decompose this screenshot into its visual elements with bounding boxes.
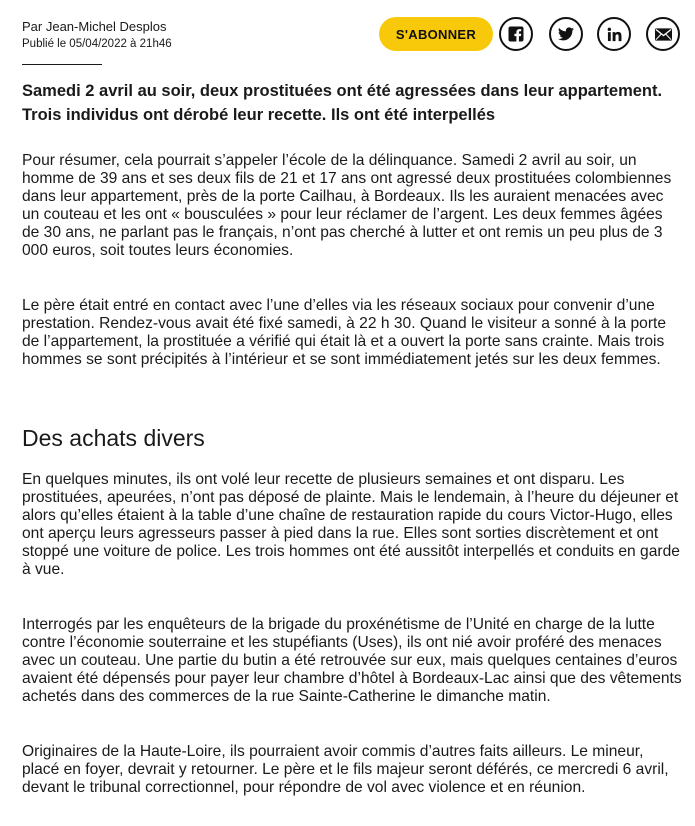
header-divider bbox=[22, 64, 102, 65]
author-byline[interactable]: Par Jean-Michel Desplos bbox=[22, 19, 167, 34]
article-paragraph: En quelques minutes, ils ont volé leur recette de plusieurs semaines et ont disparu. Les prostituées, apeurées, n’ont pas déposé de plainte. Mais le lendemain, à l’heure du déjeuner et alors qu’elles étaient à la table d’une chaîne de restauration rapide du cours Victor-Hugo, elles ont aperçu leurs agresseurs passer à pied dans la rue. Elles sont sorties discrètement et ont stoppé une voiture de police. Les trois hommes ont été aussitôt interpellés et conduits en garde à vue. bbox=[22, 471, 680, 579]
subscribe-button[interactable]: S'ABONNER bbox=[379, 17, 493, 51]
twitter-icon bbox=[558, 27, 574, 41]
share-linkedin-button[interactable] bbox=[597, 17, 631, 51]
article-lead: Samedi 2 avril au soir, deux prostituées ont été agressées dans leur appartement. Trois individus ont dérobé leur recette. Ils ont été interpellés bbox=[22, 82, 663, 124]
article-paragraph: Originaires de la Haute-Loire, ils pourraient avoir commis d’autres faits ailleurs. Le mineur, placé en foyer, devrait y retourner. Le père et le fils majeur seront déférés, ce mercredi 6 avril, devant le tribunal correctionnel, pour répondre de vol avec violence et en réunion. bbox=[22, 743, 669, 797]
article-paragraph: Pour résumer, cela pourrait s’appeler l’école de la délinquance. Samedi 2 avril au soir, un homme de 39 ans et ses deux fils de 21 et 17 ans ont agressé deux prostituées colombiennes dans leur appartement, près de la porte Cailhau, à Bordeaux. Ils les auraient menacées avec un couteau et les ont « bousculées » pour leur réclamer de l’argent. Les deux femmes âgées de 30 ans, ne parlant pas le français, n’ont pas cherché à lutter et ont remis un peu plus de 3 000 euros, soit toutes leurs économies. bbox=[22, 152, 672, 260]
facebook-icon bbox=[508, 26, 524, 42]
publish-date: Publié le 05/04/2022 à 21h46 bbox=[22, 38, 172, 50]
article-header bbox=[22, 17, 682, 61]
share-twitter-button[interactable] bbox=[549, 17, 583, 51]
share-facebook-button[interactable] bbox=[499, 17, 533, 51]
share-mail-button[interactable] bbox=[646, 17, 680, 51]
section-heading: Des achats divers bbox=[22, 425, 205, 451]
mail-icon bbox=[655, 28, 672, 41]
linkedin-icon bbox=[607, 27, 622, 42]
article-paragraph: Interrogés par les enquêteurs de la brigade du proxénétisme de l’Unité en charge de la lutte contre l’économie souterraine et les stupéfiants (Uses), ils ont nié avoir proféré des menaces avec un couteau. Une partie du butin a été retrouvée sur eux, mais quelques centaines d’euros avaient été dépensés pour payer leur chambre d’hôtel à Bordeaux-Lac ainsi que des vêtements achetés dans des commerces de la rue Sainte-Catherine le dimanche matin. bbox=[22, 616, 682, 706]
article-paragraph: Le père était entré en contact avec l’une d’elles via les réseaux sociaux pour convenir d’une prestation. Rendez-vous avait été fixé samedi, à 22 h 30. Quand le visiteur a sonné à la porte de l’appartement, la prostituée a vérifié qui était là et a ouvert la porte sans crainte. Mais trois hommes se sont précipités à l’intérieur et se sont immédiatement jetés sur les deux femmes. bbox=[22, 297, 667, 369]
